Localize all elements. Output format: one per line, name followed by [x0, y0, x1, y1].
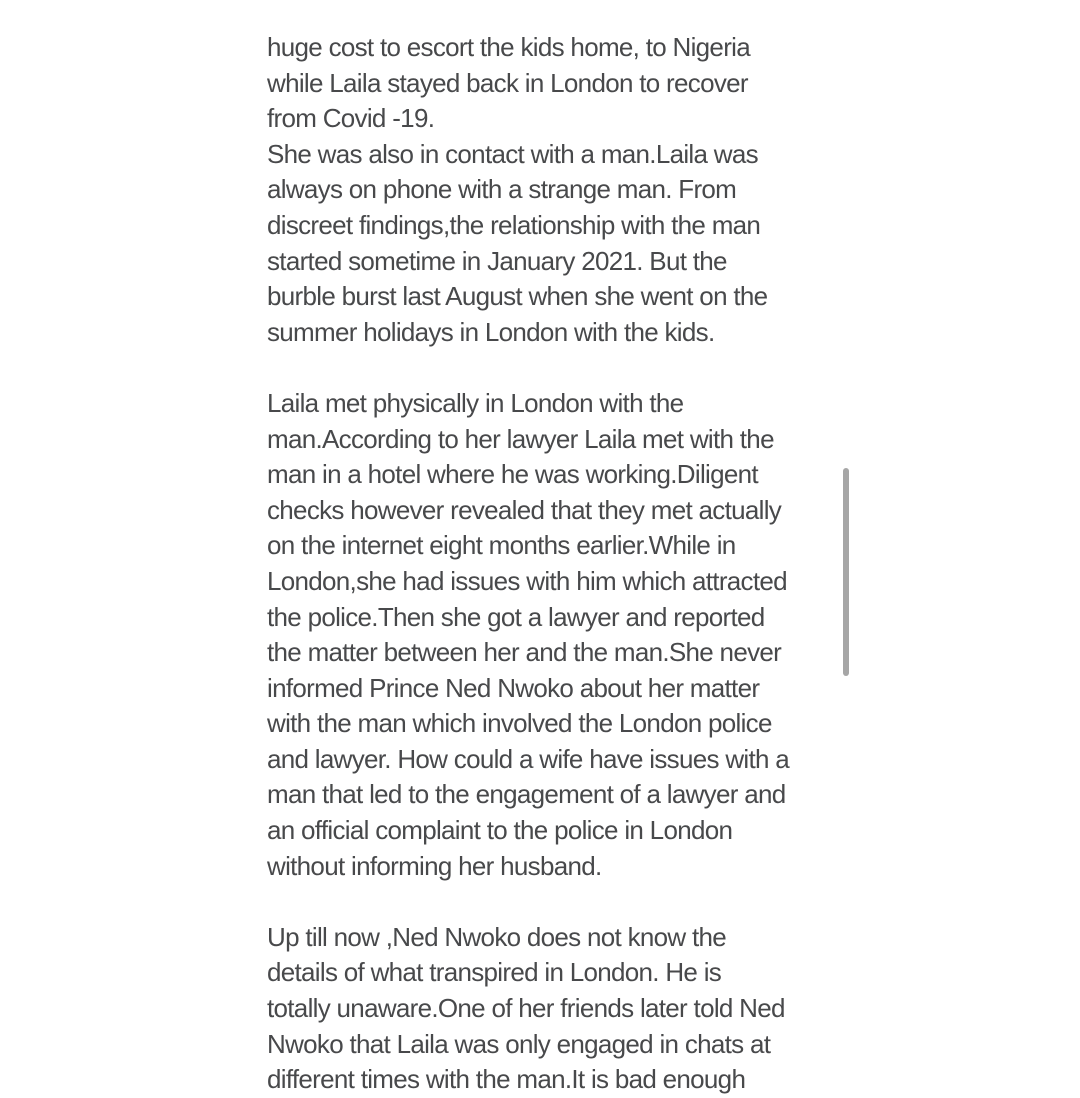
- text-line: started sometime in January 2021. But the: [267, 245, 727, 276]
- text-line: while Laila stayed back in London to recover: [267, 67, 748, 98]
- paragraph: [267, 920, 827, 1098]
- text-line: from Covid -19.: [267, 103, 435, 134]
- post-text-body: [267, 30, 827, 1098]
- text-line: discreet findings,the relationship with the man: [267, 209, 761, 240]
- text-line: London,she had issues with him which attracted: [267, 565, 787, 596]
- text-line: totally unaware.One of her friends later told Ned: [267, 993, 785, 1024]
- text-line: without informing her husband.: [267, 850, 602, 881]
- text-line: and lawyer. How could a wife have issues with a: [267, 743, 790, 774]
- text-line: details of what transpired in London. He is: [267, 957, 722, 988]
- text-line: on the internet eight months earlier.While in: [267, 530, 736, 561]
- text-line: summer holidays in London with the kids.: [267, 316, 715, 347]
- scrollbar-thumb[interactable]: [843, 468, 849, 676]
- text-line: man in a hotel where he was working.Diligent: [267, 459, 758, 490]
- text-line: burble burst last August when she went on the: [267, 281, 768, 312]
- text-line: different times with the man.It is bad enough: [267, 1064, 746, 1095]
- text-line: informed Prince Ned Nwoko about her matter: [267, 672, 760, 703]
- text-line: checks however revealed that they met actually: [267, 494, 782, 525]
- paragraph: [267, 386, 827, 884]
- text-line: man.According to her lawyer Laila met with the: [267, 423, 774, 454]
- text-line: Up till now ,Ned Nwoko does not know the: [267, 921, 727, 952]
- text-line: man that led to the engagement of a lawyer and: [267, 779, 786, 810]
- text-line: huge cost to escort the kids home, to Nigeria: [267, 32, 750, 62]
- text-line: Laila met physically in London with the: [267, 387, 684, 418]
- text-line: always on phone with a strange man. From: [267, 174, 737, 205]
- paragraph: [267, 30, 827, 350]
- text-line: with the man which involved the London police: [267, 708, 772, 739]
- text-line: She was also in contact with a man.Laila was: [267, 138, 758, 169]
- text-line: Nwoko that Laila was only engaged in chats at: [267, 1028, 771, 1059]
- text-line: the police.Then she got a lawyer and reported: [267, 601, 765, 632]
- text-line: the matter between her and the man.She never: [267, 637, 782, 668]
- text-line: an official complaint to the police in London: [267, 815, 733, 846]
